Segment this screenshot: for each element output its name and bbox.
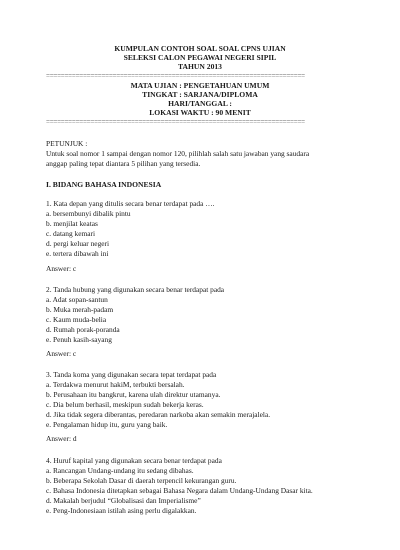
option-item: e. Pengalaman hidup itu, guru yang baik. xyxy=(46,419,168,429)
exam-level: TINGKAT : SARJANA/DIPLOMA xyxy=(142,90,258,99)
option-item: d. Jika tidak segera diberantas, peredaran narkoba akan semakin merajalela. xyxy=(46,409,271,419)
question-block-3 xyxy=(46,370,362,429)
question-text: 1. Kata depan yang ditulis secara benar terdapat pada …. xyxy=(46,199,215,208)
question-text: 3. Tanda koma yang digunakan secara tepat terdapat pada xyxy=(46,370,217,379)
option-item: d. pergi keluar negeri xyxy=(46,238,110,248)
option-item: c. Kaum muda-belia xyxy=(46,314,107,324)
question-block-4 xyxy=(46,456,362,515)
option-item: c. datang kemari xyxy=(46,228,96,238)
instructions-line: Untuk soal nomor 1 sampai dengan nomor 120, pilihlah salah satu jawaban yang saudara xyxy=(46,148,310,158)
answer-text: Answer: c xyxy=(46,264,77,273)
separator-rule-bottom: ====================================================================== xyxy=(46,118,305,126)
exam-date: HARI/TANGGAL : xyxy=(168,99,232,108)
answer-text: Answer: c xyxy=(46,349,77,358)
exam-duration: LOKASI WAKTU : 90 MENIT xyxy=(149,108,251,117)
answer-text: Answer: d xyxy=(46,434,77,443)
option-item: e. Penuh kasih-sayang xyxy=(46,334,112,344)
section-title: I. BIDANG BAHASA INDONESIA xyxy=(46,180,162,189)
option-item: b. Beberapa Sekolah Dasar di daerah terpencil kekurangan guru. xyxy=(46,475,237,485)
question-block-1 xyxy=(46,199,362,258)
instructions-line: anggap paling tepat diantara 5 pilihan yang tersedia. xyxy=(46,158,201,168)
exam-subject: MATA UJIAN : PENGETAHUAN UMUM xyxy=(130,81,270,90)
instructions-label: PETUNJUK : xyxy=(46,139,88,148)
document-subtitle: SELEKSI CALON PEGAWAI NEGERI SIPIL xyxy=(123,53,277,62)
option-item: b. Muka merah-padam xyxy=(46,304,114,314)
option-item: e. Peng-Indonesiaan istilah asing perlu digalakkan. xyxy=(46,505,197,515)
instructions-block xyxy=(46,139,362,169)
option-item: e. tertera dibawah ini xyxy=(46,248,109,258)
document-year: TAHUN 2013 xyxy=(178,62,222,71)
option-item: c. Bahasa Indonesia ditetapkan sebagai Bahasa Negara dalam Undang-Undang Dasar kita. xyxy=(46,485,313,495)
question-text: 4. Huruf kapital yang digunakan secara benar terdapat pada xyxy=(46,456,222,465)
option-item: d. Rumah porak-poranda xyxy=(46,324,120,334)
question-block-2 xyxy=(46,285,362,344)
option-item: c. Dia belum berhasil, meskipun sudah bekerja keras. xyxy=(46,399,204,409)
option-item: a. bersembunyi dibalik pintu xyxy=(46,208,131,218)
separator-rule: ====================================================================== xyxy=(46,72,305,80)
document-title: KUMPULAN CONTOH SOAL SOAL CPNS UJIAN xyxy=(114,44,286,53)
question-text: 2. Tanda hubung yang digunakan secara benar terdapat pada xyxy=(46,285,225,294)
option-item: a. Adat sopan-santun xyxy=(46,294,108,304)
option-item: a. Rancangan Undang-undang itu sedang dibahas. xyxy=(46,465,194,475)
option-item: d. Makalah berjudul “Globalisasi dan Imperialisme” xyxy=(46,495,201,505)
option-item: b. Perusahaan itu bangkrut, karena ulah direktur utamanya. xyxy=(46,389,221,399)
option-item: a. Terdakwa menurut hakiM, terbukti bersalah. xyxy=(46,379,185,389)
option-item: b. menjilat keatas xyxy=(46,218,98,228)
